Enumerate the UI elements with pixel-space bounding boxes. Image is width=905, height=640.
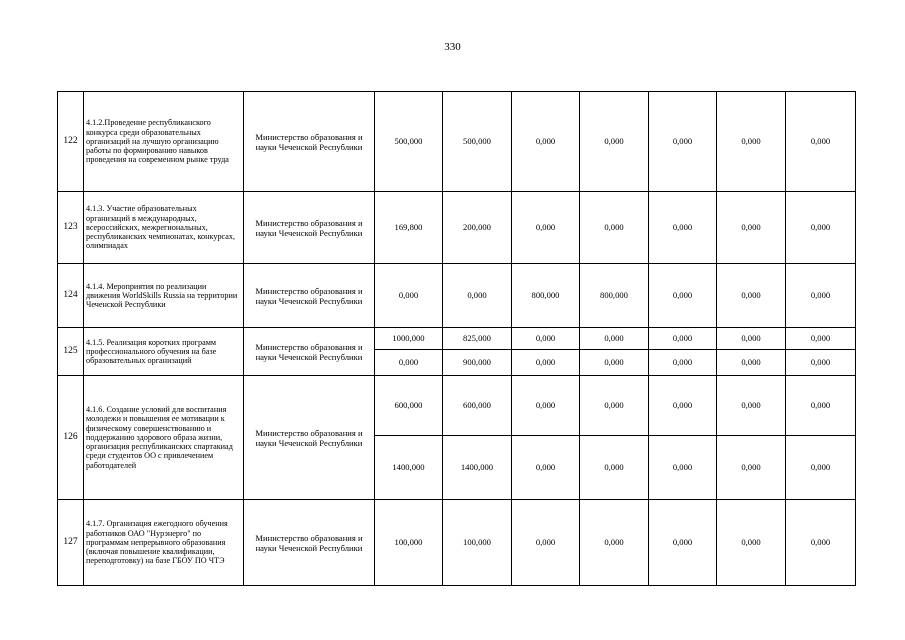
funding-value: 0,000	[717, 376, 786, 436]
funding-value: 0,000	[786, 192, 856, 264]
funding-value: 169,800	[375, 192, 443, 264]
funding-value: 825,000	[443, 328, 512, 350]
funding-value: 0,000	[786, 436, 856, 500]
funding-value: 0,000	[580, 350, 649, 376]
funding-value: 0,000	[512, 436, 580, 500]
funding-value: 0,000	[443, 264, 512, 328]
funding-value: 0,000	[717, 500, 786, 586]
funding-value: 0,000	[717, 92, 786, 192]
table-row	[58, 500, 856, 586]
activity-description: 4.1.3. Участие образовательных организаций в международных, всероссийских, межрегиональных, республиканских чемпионатах, конкурсах, олимпиадах	[84, 192, 244, 264]
row-number: 126	[58, 376, 84, 500]
table-row	[58, 192, 856, 264]
activity-description: 4.1.6. Создание условий для воспитания молодежи и повышения ее мотивации к физическому совершенствованию и поддержанию здорового образа жизни, организация республиканских спартакиад среди студентов ОО с привлечением работодателей	[84, 376, 244, 500]
funding-value: 0,000	[649, 436, 717, 500]
responsible-organization: Министерство образования и науки Чеченской Республики	[244, 92, 375, 192]
table-row	[58, 264, 856, 328]
responsible-organization: Министерство образования и науки Чеченской Республики	[244, 500, 375, 586]
funding-value: 100,000	[443, 500, 512, 586]
funding-value: 0,000	[649, 500, 717, 586]
responsible-organization: Министерство образования и науки Чеченской Республики	[244, 192, 375, 264]
responsible-organization: Министерство образования и науки Чеченской Республики	[244, 376, 375, 500]
funding-value: 0,000	[580, 376, 649, 436]
funding-value: 1400,000	[443, 436, 512, 500]
budget-table-body	[58, 92, 856, 586]
funding-value: 0,000	[649, 192, 717, 264]
funding-value: 500,000	[375, 92, 443, 192]
activity-description: 4.1.7. Организация ежегодного обучения работников ОАО "Нурэнерго" по программам непрерывного образования (включая повышение квалификации, переподготовку) на базе ГБОУ ПО ЧТЭ	[84, 500, 244, 586]
funding-value: 0,000	[717, 436, 786, 500]
funding-value: 600,000	[443, 376, 512, 436]
row-number: 124	[58, 264, 84, 328]
funding-value: 800,000	[512, 264, 580, 328]
funding-value: 0,000	[512, 192, 580, 264]
budget-table	[57, 91, 856, 586]
funding-value: 1000,000	[375, 328, 443, 350]
funding-value: 0,000	[786, 376, 856, 436]
funding-value: 1400,000	[375, 436, 443, 500]
funding-value: 800,000	[580, 264, 649, 328]
row-number: 127	[58, 500, 84, 586]
funding-value: 0,000	[717, 264, 786, 328]
funding-value: 0,000	[649, 350, 717, 376]
page-number: 330	[444, 41, 461, 53]
activity-description: 4.1.2.Проведение республиканского конкурса среди образовательных организаций на лучшую организацию работы по формированию навыков проведения на современном рынке труда	[84, 92, 244, 192]
funding-value: 600,000	[375, 376, 443, 436]
funding-value: 0,000	[580, 192, 649, 264]
funding-value: 0,000	[717, 328, 786, 350]
funding-value: 0,000	[580, 500, 649, 586]
table-row	[58, 376, 856, 436]
table-row	[58, 328, 856, 350]
funding-value: 0,000	[786, 500, 856, 586]
funding-value: 900,000	[443, 350, 512, 376]
funding-value: 0,000	[786, 328, 856, 350]
row-number: 122	[58, 92, 84, 192]
funding-value: 0,000	[512, 328, 580, 350]
funding-value: 0,000	[649, 328, 717, 350]
responsible-organization: Министерство образования и науки Чеченской Республики	[244, 328, 375, 376]
funding-value: 0,000	[580, 328, 649, 350]
funding-value: 0,000	[717, 192, 786, 264]
funding-value: 200,000	[443, 192, 512, 264]
funding-value: 0,000	[717, 350, 786, 376]
funding-value: 0,000	[512, 350, 580, 376]
row-number: 123	[58, 192, 84, 264]
funding-value: 0,000	[580, 92, 649, 192]
funding-value: 0,000	[580, 436, 649, 500]
funding-value: 0,000	[649, 92, 717, 192]
funding-value: 500,000	[443, 92, 512, 192]
funding-value: 0,000	[649, 376, 717, 436]
table-row	[58, 92, 856, 192]
funding-value: 0,000	[375, 350, 443, 376]
row-number: 125	[58, 328, 84, 376]
funding-value: 0,000	[512, 500, 580, 586]
funding-value: 0,000	[512, 92, 580, 192]
funding-value: 100,000	[375, 500, 443, 586]
funding-value: 0,000	[375, 264, 443, 328]
activity-description: 4.1.5. Реализация коротких программ профессионального обучения на базе образовательных организаций	[84, 328, 244, 376]
responsible-organization: Министерство образования и науки Чеченской Республики	[244, 264, 375, 328]
activity-description: 4.1.4. Мероприятия по реализации движения WorldSkills Russia на территории Чеченской Республики	[84, 264, 244, 328]
funding-value: 0,000	[512, 376, 580, 436]
funding-value: 0,000	[786, 350, 856, 376]
funding-value: 0,000	[786, 264, 856, 328]
funding-value: 0,000	[649, 264, 717, 328]
funding-value: 0,000	[786, 92, 856, 192]
